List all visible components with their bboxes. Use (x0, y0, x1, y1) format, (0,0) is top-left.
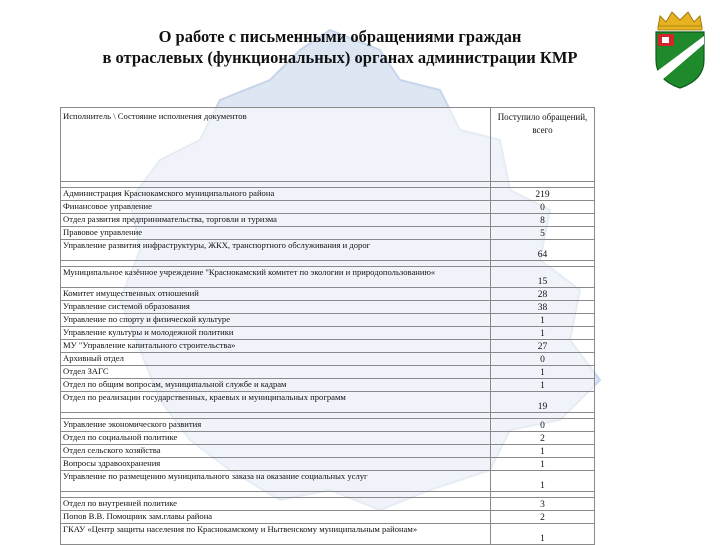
received-count-cell: 219 (491, 188, 595, 201)
executor-cell: Финансовое управление (61, 201, 491, 214)
header-received: Поступило обращений, всего (491, 108, 595, 182)
table-row (61, 327, 595, 340)
title-line-2: в отраслевых (функциональных) органах администрации КМР (102, 48, 578, 67)
received-count-cell: 28 (491, 288, 595, 301)
executor-cell: Отдел развития предпринимательства, торговли и туризма (61, 214, 491, 227)
table-header-row (61, 108, 595, 182)
table-row (61, 366, 595, 379)
table-row (61, 445, 595, 458)
executor-cell: Управление экономического развития (61, 419, 491, 432)
table-row (61, 379, 595, 392)
table-row (61, 214, 595, 227)
received-count-cell: 1 (491, 327, 595, 340)
page-title (40, 26, 640, 68)
received-count-cell: 0 (491, 201, 595, 214)
executor-cell: Попов В.В. Помощник зам.главы района (61, 511, 491, 524)
received-count-cell: 0 (491, 419, 595, 432)
received-count-cell: 1 (491, 471, 595, 492)
executor-cell: Отдел по реализации государственных, краевых и муниципальных программ (61, 392, 491, 413)
executor-cell: Отдел ЗАГС (61, 366, 491, 379)
executor-cell: Муниципальное казённое учреждение "Краснокамский комитет по экологии и природопользованию« (61, 267, 491, 288)
table-row (61, 227, 595, 240)
received-count-cell: 2 (491, 432, 595, 445)
table-row (61, 340, 595, 353)
received-count-cell: 38 (491, 301, 595, 314)
executor-cell: Вопросы здравоохранения (61, 458, 491, 471)
executor-cell: ГКАУ «Центр защиты населения по Краснокамскому и Нытвенскому муниципальным районам» (61, 524, 491, 545)
executor-cell: Правовое управление (61, 227, 491, 240)
received-count-cell: 1 (491, 379, 595, 392)
table-row (61, 458, 595, 471)
received-count-cell: 64 (491, 240, 595, 261)
executor-cell: Управление развития инфраструктуры, ЖКХ, транспортного обслуживания и дорог (61, 240, 491, 261)
header-executor: Исполнитель \ Состояние исполнения документов (61, 108, 491, 182)
received-count-cell: 2 (491, 511, 595, 524)
table-row (61, 267, 595, 288)
received-count-cell: 27 (491, 340, 595, 353)
executor-cell: Отдел сельского хозяйства (61, 445, 491, 458)
received-count-cell: 8 (491, 214, 595, 227)
executor-cell: Управление по спорту и физической культуре (61, 314, 491, 327)
table-row (61, 240, 595, 261)
executor-cell: Отдел по социальной политике (61, 432, 491, 445)
title-line-1: О работе с письменными обращениями граждан (158, 27, 522, 46)
table-row (61, 288, 595, 301)
received-count-cell: 3 (491, 498, 595, 511)
executor-cell: Комитет имущественных отношений (61, 288, 491, 301)
executor-cell: Администрация Краснокамского муниципального района (61, 188, 491, 201)
received-count-cell: 1 (491, 445, 595, 458)
executor-cell: МУ "Управление капитального строительства» (61, 340, 491, 353)
executor-cell: Управление по размещению муниципального заказа на оказание социальных услуг (61, 471, 491, 492)
executor-cell: Отдел по общим вопросам, муниципальной службе и кадрам (61, 379, 491, 392)
table-row (61, 353, 595, 366)
table-row (61, 419, 595, 432)
executor-cell: Отдел по внутренней политике (61, 498, 491, 511)
received-count-cell: 19 (491, 392, 595, 413)
received-count-cell: 0 (491, 353, 595, 366)
table-row (61, 511, 595, 524)
executor-cell: Управление системой образования (61, 301, 491, 314)
executor-cell: Управление культуры и молодежной политики (61, 327, 491, 340)
table-row (61, 188, 595, 201)
table-row (61, 432, 595, 445)
table-row (61, 201, 595, 214)
table-row (61, 314, 595, 327)
appeals-table (60, 107, 594, 544)
table-row (61, 392, 595, 413)
received-count-cell: 1 (491, 366, 595, 379)
received-count-cell: 5 (491, 227, 595, 240)
table-row (61, 301, 595, 314)
received-count-cell: 1 (491, 458, 595, 471)
received-count-cell: 15 (491, 267, 595, 288)
executor-cell: Архивный отдел (61, 353, 491, 366)
table-row (61, 471, 595, 492)
table-row (61, 524, 595, 545)
table-row (61, 498, 595, 511)
received-count-cell: 1 (491, 314, 595, 327)
coat-of-arms-icon (648, 8, 712, 90)
received-count-cell: 1 (491, 524, 595, 545)
